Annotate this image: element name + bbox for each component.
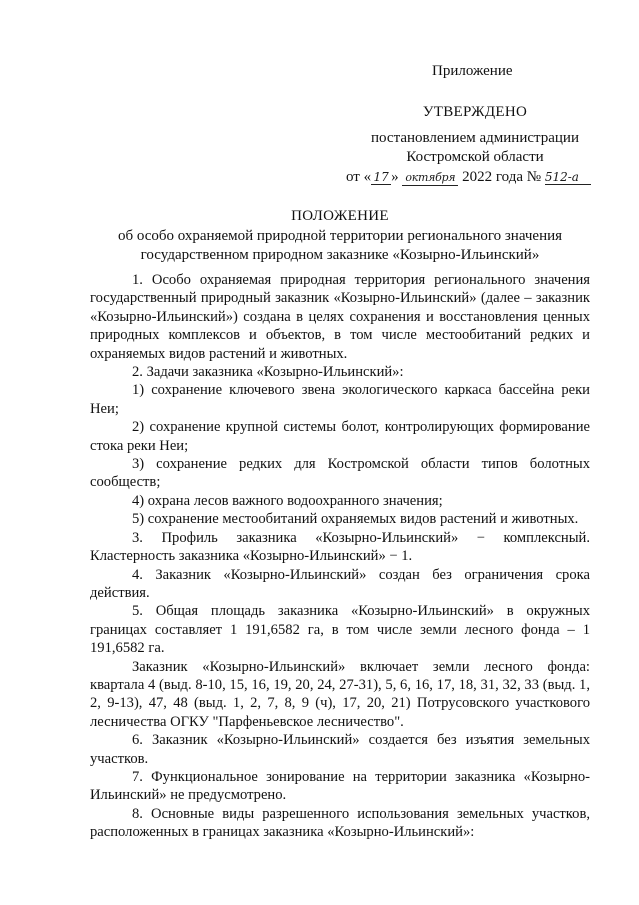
date-prefix: от «: [346, 168, 372, 185]
approval-block: [340, 103, 610, 187]
task-item-1: 1) сохранение ключевого звена экологического каркаса бассейна реки Неи;: [90, 382, 590, 417]
paragraph-1: 1. Особо охраняемая природная территория регионального значения государственный природный заказник «Козырно-Ильинский» (далее – заказник «Козырно-Ильинский») создана в целях сохранения и восстановления ценных природных комплексов и объектов, в том числе местообитаний редких и охраняемых видов растений и животных.: [90, 272, 590, 362]
paragraph-2: 2. Задачи заказника «Козырно-Ильинский»:: [132, 364, 404, 381]
paragraph-6: 6. Заказник «Козырно-Ильинский» создается без изъятия земельных участков.: [90, 732, 590, 767]
paragraph-8: 8. Основные виды разрешенного использования земельных участков, расположенных в границах заказника «Козырно-Ильинский»:: [90, 805, 590, 841]
task-item-5: 5) сохранение местообитаний охраняемых видов растений и животных.: [132, 511, 579, 528]
task-item-3: 3) сохранение редких для Костромской области типов болотных сообществ;: [90, 456, 590, 491]
document-body: [90, 271, 590, 842]
paragraph-7: 7. Функциональное зонирование на территории заказника «Козырно-Ильинский» не предусмотрено.: [90, 768, 590, 804]
title-line-2: об особо охраняемой природной территории регионального значения: [117, 228, 563, 244]
title-main: ПОЛОЖЕНИЕ: [291, 208, 389, 224]
paragraph-4: 4. Заказник «Козырно-Ильинский» создан без ограничения срока действия.: [90, 566, 590, 601]
appendix-label: Приложение: [432, 63, 513, 79]
handwritten-number: 512-а: [545, 170, 591, 185]
paragraph-3: 3. Профиль заказника «Козырно-Ильинский» − комплексный. Кластерность заказника «Козырно-Ильинский» − 1.: [90, 529, 590, 565]
decree-line-1: постановлением администрации: [371, 129, 579, 146]
task-item-4: 4) охрана лесов важного водоохранного значения;: [132, 492, 443, 509]
handwritten-day: 17: [371, 170, 391, 185]
date-mid: »: [391, 168, 399, 185]
handwritten-month: октября: [402, 171, 458, 186]
title-line-3: государственном природном заказнике «Козырно-Ильинский»: [140, 247, 540, 263]
paragraph-5-lands: Заказник «Козырно-Ильинский» включает земли лесного фонда: квартала 4 (выд. 8-10, 15, 16, 19, 20, 24, 27-31), 5, 6, 16, 17, 18, 31, 32, 33 (выд. 1, 2, 9-13), 47, 48 (выд. 1, 2, 7, 8, 9 (ч), 17, 20, 21) Потрусовского участкового лесничества ОГКУ "Парфеньевское лесничество".: [90, 658, 590, 730]
decree-line-2: Костромской области: [406, 149, 544, 165]
document-title: [90, 207, 590, 265]
approved-heading: УТВЕРЖДЕНО: [422, 104, 528, 120]
task-item-2: 2) сохранение крупной системы болот, контролирующих формирование стока реки Неи;: [90, 419, 590, 454]
decree-date-line: [340, 168, 610, 188]
date-year: 2022 года №: [462, 168, 542, 185]
paragraph-5: 5. Общая площадь заказника «Козырно-Ильинский» в окружных границах составляет 1 191,6582 га, в том числе земли лесного фонда – 1 191,6582 га.: [90, 603, 590, 657]
